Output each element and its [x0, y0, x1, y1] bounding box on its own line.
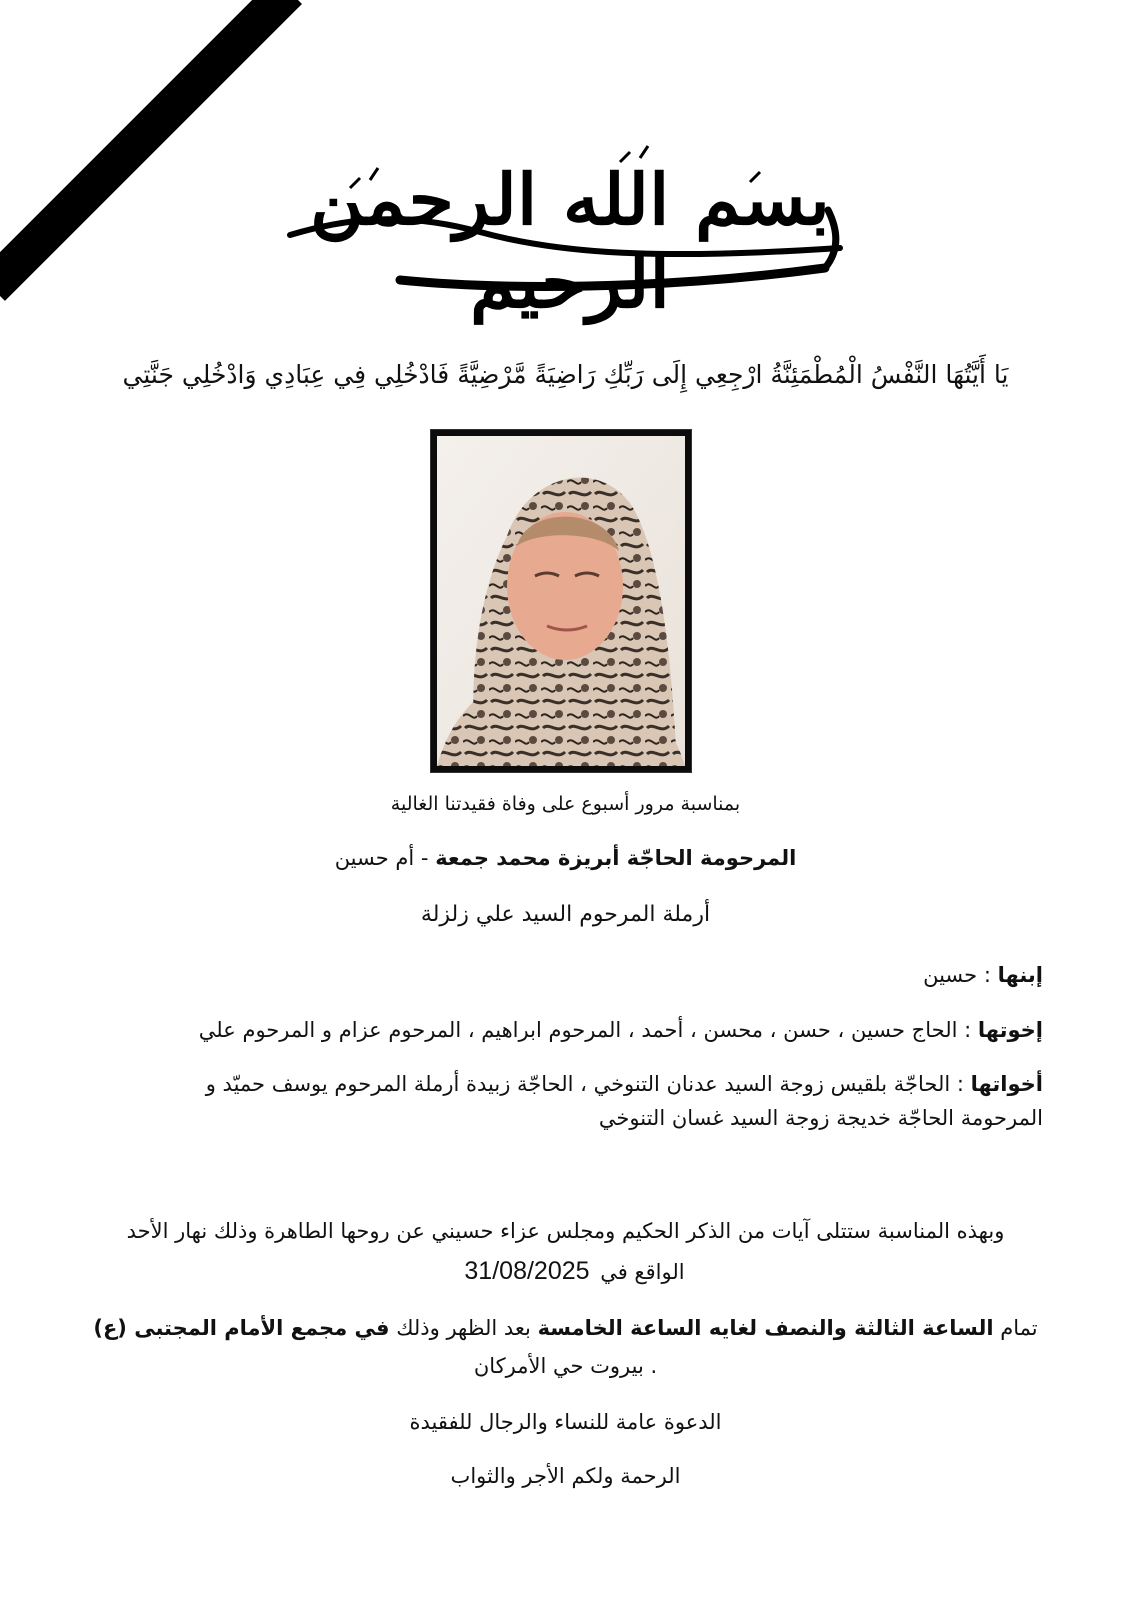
time-part1: تمام	[1000, 1316, 1038, 1340]
brothers-label: إخوتها	[977, 1018, 1043, 1042]
event-date: 31/08/2025	[464, 1257, 590, 1285]
deceased-line	[100, 846, 1031, 870]
date-prefix: الواقع في	[600, 1260, 685, 1284]
announcement-time-line	[60, 1311, 1071, 1345]
widow-of-text: أرملة المرحوم السيد علي زلزلة	[420, 902, 711, 927]
portrait-photo	[431, 430, 691, 772]
sisters-label: أخواتها	[970, 1072, 1043, 1096]
deceased-name: المرحومة الحاجّة أبريزة محمد جمعة	[435, 846, 797, 870]
venue-name: في مجمع الأمام المجتبى (ع)	[93, 1316, 390, 1340]
deceased-separator: -	[414, 846, 436, 870]
invitation-text: الدعوة عامة للنساء والرجال للفقيدة	[409, 1410, 722, 1434]
brothers-value: الحاج حسين ، حسن ، محسن ، أحمد ، المرحوم ابراهيم ، المرحوم عزام و المرحوم علي	[198, 1018, 958, 1042]
quran-verse: يَا أَيَّتُهَا النَّفْسُ الْمُطْمَئِنَّةُ ارْجِعِي إِلَى رَبِّكِ رَاضِيَةً مَّرْضِيَّةً فَادْخُلِي فِي عِبَادِي وَادْخُلِي جَنَّتِي	[122, 360, 1009, 389]
son-label: إبنها	[997, 963, 1043, 987]
occasion-text: بمناسبة مرور أسبوع على وفاة فقيدتنا الغالية	[390, 793, 741, 815]
sisters-line: أخواتها : الحاجّة بلقيس زوجة السيد عدنان التنوخي ، الحاجّة زبيدة أرملة المرحوم يوسف حميّد و المرحومة الحاجّة خديجة زوجة السيد غسان التنوخي	[100, 1067, 1043, 1135]
basmala-text: بسم الله الرحمن الرحيم	[310, 158, 830, 324]
brothers-line: إخوتها : الحاج حسين ، حسن ، محسن ، أحمد ، المرحوم ابراهيم ، المرحوم عزام و المرحوم علي	[198, 1018, 1043, 1042]
mourning-ribbon-icon	[0, 0, 302, 301]
announcement-line1: وبهذه المناسبة ستتلى آيات من الذكر الحكيم ومجلس عزاء حسيني عن روحها الطاهرة وذلك نهار الأحد	[126, 1219, 1005, 1243]
time-bold1: الساعة الثالثة والنصف لغايه الساعة الخامسة	[537, 1316, 994, 1340]
deceased-kunya: أم حسين	[334, 846, 415, 870]
closing-text: الرحمة ولكم الأجر والثواب	[450, 1464, 681, 1488]
sisters-value-line2: المرحومة الحاجّة خديجة زوجة السيد غسان التنوخي	[598, 1106, 1043, 1130]
venue-location: . بيروت حي الأمركان	[473, 1354, 658, 1378]
announcement-date-line	[60, 1254, 1071, 1289]
son-line: إبنها : حسين	[923, 963, 1043, 987]
basmala-calligraphy	[280, 140, 860, 324]
sisters-value-line1: الحاجّة بلقيس زوجة السيد عدنان التنوخي ، الحاجّة زبيدة أرملة المرحوم يوسف حميّد و	[205, 1072, 951, 1096]
time-part2: بعد الظهر وذلك	[396, 1316, 531, 1340]
portrait-illustration	[437, 436, 685, 766]
son-value: حسين	[923, 963, 978, 987]
